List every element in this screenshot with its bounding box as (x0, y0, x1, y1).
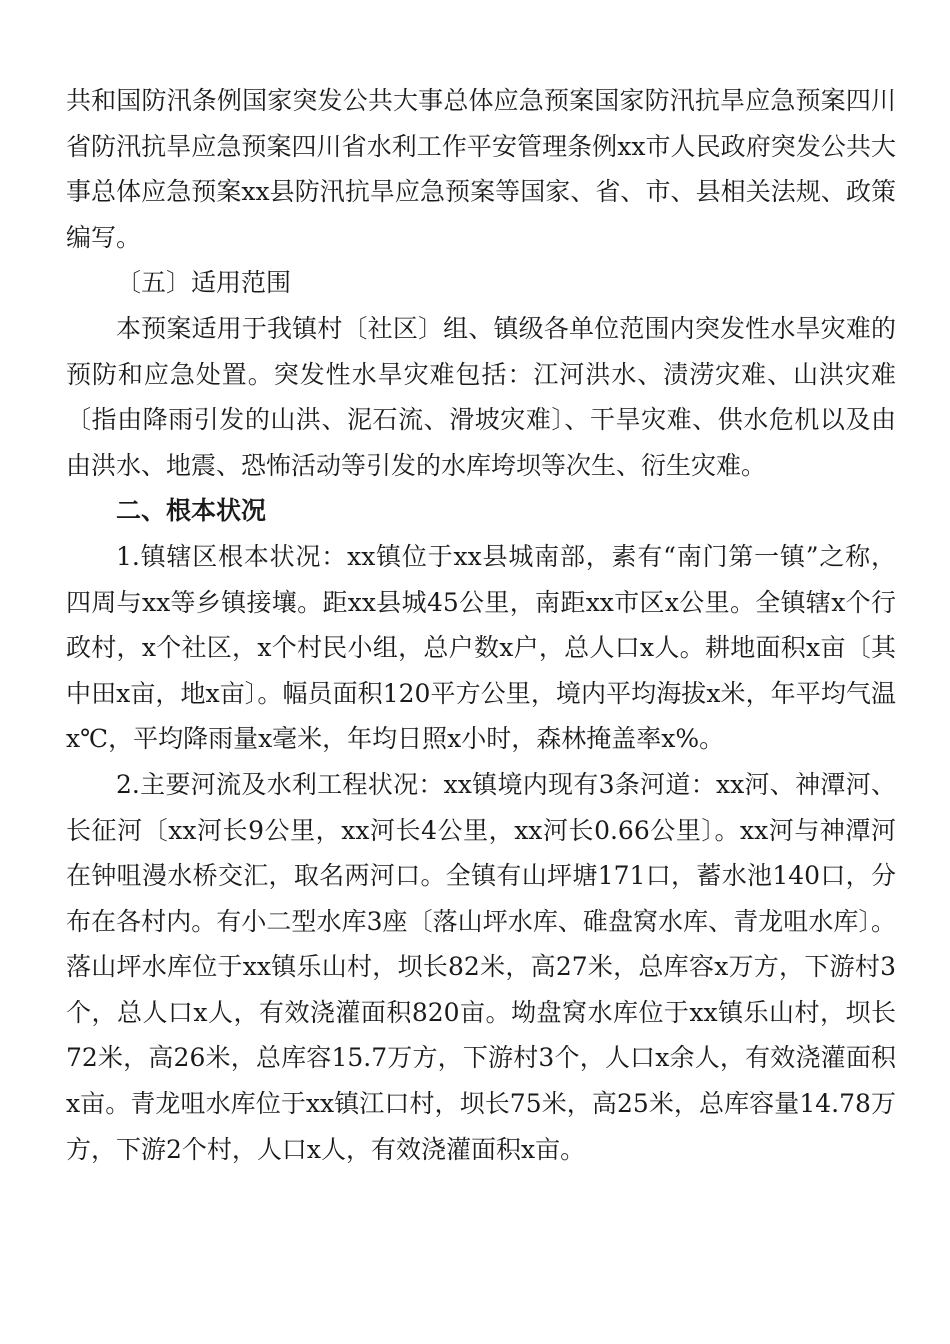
paragraph-rivers-and-water-works: 2.主要河流及水利工程状况：xx镇境内现有3条河道：xx河、神潭河、长征河〔xx河长9公里，xx河长4公里，xx河长0.66公里〕。xx河与神潭河在钟咀漫水桥交汇，取名两河口。全镇有山坪塘171口，蓄水池140口，分布在各村内。有小二型水库3座〔落山坪水库、碓盘窝水库、青龙咀水库〕。落山坪水库位于xx镇乐山村，坝长82米，高27米，总库容x万方，下游村3个，总人口x人，有效浇灌面积820亩。坳盘窝水库位于xx镇乐山村，坝长72米，高26米，总库容15.7万方，下游村3个，人口x余人，有效浇灌面积x亩。青龙咀水库位于xx镇江口村，坝长75米，高25米，总库容量14.78万方，下游2个村，人口x人，有效浇灌面积x亩。 (66, 769, 896, 1164)
chapter-heading-basic-situation: 二、根本状况 (116, 496, 267, 526)
paragraph-legal-basis-continued: 共和国防汛条例国家突发公共大事总体应急预案国家防汛抗旱应急预案四川省防汛抗旱应急预案四川省水利工作平安管理条例xx市人民政府突发公共大事总体应急预案xx县防汛抗旱应急预案等国家、省、市、县相关法规、政策编写。 (66, 86, 896, 252)
document-body (66, 78, 896, 1172)
section-heading-scope: 〔五〕适用范围 (116, 268, 292, 298)
paragraph-town-overview: 1.镇辖区根本状况：xx镇位于xx县城南部，素有“南门第一镇”之称，四周与xx等乡镇接壤。距xx县城45公里，南距xx市区x公里。全镇辖x个行政村，x个社区，x个村民小组，总户数x户，总人口x人。耕地面积x亩〔其中田x亩，地x亩〕。幅员面积120平方公里，境内平均海拔x米，年平均气温x℃，平均降雨量x毫米，年均日照x小时，森林掩盖率x%。 (66, 541, 896, 754)
paragraph-scope: 本预案适用于我镇村〔社区〕组、镇级各单位范围内突发性水旱灾难的预防和应急处置。突发性水旱灾难包括：江河洪水、渍涝灾难、山洪灾难〔指由降雨引发的山洪、泥石流、滑坡灾难〕、干旱灾难、供水危机以及由由洪水、地震、恐怖活动等引发的水库垮坝等次生、衍生灾难。 (66, 313, 896, 480)
